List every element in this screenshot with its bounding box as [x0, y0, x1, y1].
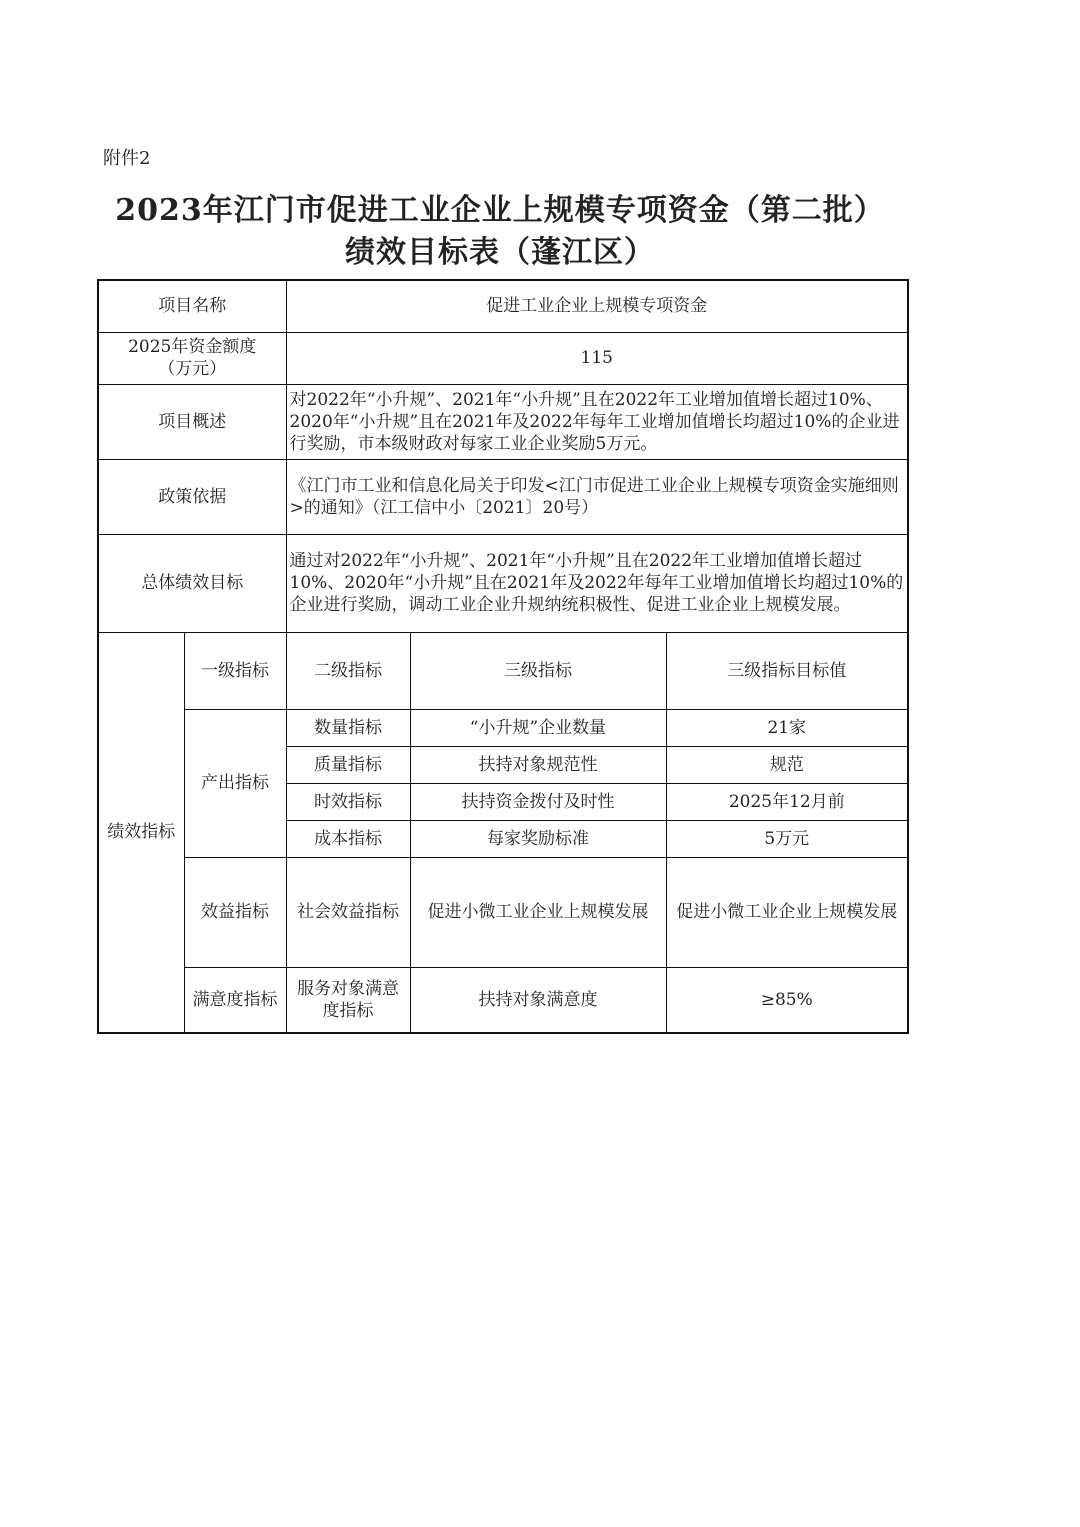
title-line-1: 2023年江门市促进工业企业上规模专项资金（第二批）	[115, 193, 885, 228]
output-level2: 时效指标	[286, 783, 410, 820]
project-name-value: 促进工业企业上规模专项资金	[286, 280, 908, 332]
funding-value: 115	[286, 332, 908, 384]
output-level3: “小升规”企业数量	[410, 709, 666, 746]
title-line-2: 绩效目标表（蓬江区）	[345, 235, 655, 270]
benefit-indicator-label: 效益指标	[184, 857, 286, 967]
funding-row	[98, 332, 908, 384]
output-level2: 质量指标	[286, 746, 410, 783]
attachment-label: 附件2	[103, 148, 151, 169]
output-target: 规范	[666, 746, 908, 783]
document-title	[0, 190, 1000, 274]
output-level3: 扶持对象规范性	[410, 746, 666, 783]
benefit-level2: 社会效益指标	[286, 857, 410, 967]
benefit-target: 促进小微工业企业上规模发展	[666, 857, 908, 967]
overview-value: 对2022年“小升规”、2021年“小升规”且在2022年工业增加值增长超过10%、2020年“小升规”且在2021年及2022年每年工业增加值增长均超过10%的企业进行奖励，市本级财政对每家工业企业奖励5万元。	[286, 384, 908, 459]
header-level3: 三级指标	[410, 632, 666, 709]
output-level3: 每家奖励标准	[410, 820, 666, 857]
output-target: 5万元	[666, 820, 908, 857]
overall-goal-row	[98, 534, 908, 632]
benefit-level3: 促进小微工业企业上规模发展	[410, 857, 666, 967]
satisfaction-level2: 服务对象满意度指标	[286, 967, 410, 1033]
header-level2: 二级指标	[286, 632, 410, 709]
output-row-quantity	[98, 709, 908, 746]
satisfaction-level3: 扶持对象满意度	[410, 967, 666, 1033]
indicators-section-label: 绩效指标	[98, 632, 184, 1033]
indicator-header-row	[98, 632, 908, 709]
overall-goal-label: 总体绩效目标	[98, 534, 286, 632]
benefit-row	[98, 857, 908, 967]
overview-row	[98, 384, 908, 459]
output-target: 21家	[666, 709, 908, 746]
policy-label: 政策依据	[98, 459, 286, 534]
header-target: 三级指标目标值	[666, 632, 908, 709]
output-level2: 数量指标	[286, 709, 410, 746]
policy-value: 《江门市工业和信息化局关于印发<江门市促进工业企业上规模专项资金实施细则>的通知》（江工信中小〔2021〕20号）	[286, 459, 908, 534]
output-level2: 成本指标	[286, 820, 410, 857]
overall-goal-value: 通过对2022年“小升规”、2021年“小升规”且在2022年工业增加值增长超过10%、2020年“小升规”且在2021年及2022年每年工业增加值增长均超过10%的企业进行奖励，调动工业企业升规纳统积极性、促进工业企业上规模发展。	[286, 534, 908, 632]
funding-label-line-2: （万元）	[158, 359, 227, 379]
output-indicator-label: 产出指标	[184, 709, 286, 857]
policy-row	[98, 459, 908, 534]
project-name-label: 项目名称	[98, 280, 286, 332]
project-name-row	[98, 280, 908, 332]
overview-label: 项目概述	[98, 384, 286, 459]
satisfaction-indicator-label: 满意度指标	[184, 967, 286, 1033]
funding-label-line-1: 2025年资金额度	[128, 337, 257, 357]
performance-target-table	[97, 279, 909, 1034]
satisfaction-row	[98, 967, 908, 1033]
funding-label	[98, 332, 286, 384]
satisfaction-target: ≥85%	[666, 967, 908, 1033]
output-target: 2025年12月前	[666, 783, 908, 820]
output-level3: 扶持资金拨付及时性	[410, 783, 666, 820]
header-level1: 一级指标	[184, 632, 286, 709]
